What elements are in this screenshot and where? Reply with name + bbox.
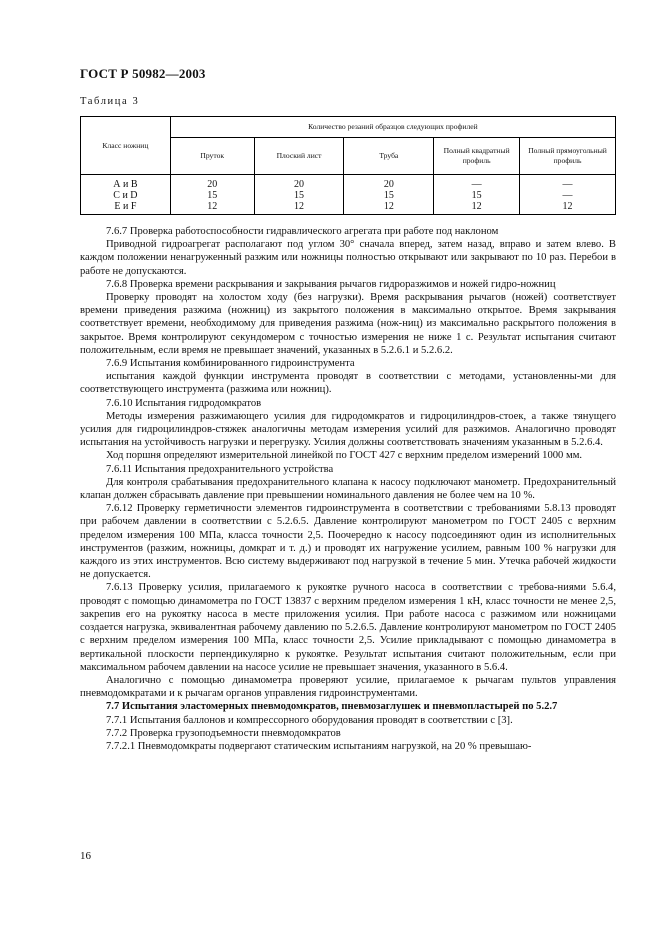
paragraph: испытания каждой функции инструмента проводят в соответствии с методами, установленны-ми для соответствующего инструмента (разжима или ножниц).	[80, 371, 616, 396]
body-text	[80, 225, 616, 753]
column-header: Труба	[344, 138, 434, 175]
section-heading: 7.6.11 Испытания предохранительного устройства	[106, 463, 334, 475]
table-cell: 12	[434, 201, 520, 215]
section-heading: 7.6.9 Испытания комбинированного гидроинструмента	[106, 358, 355, 370]
table-cell: 15	[170, 190, 254, 201]
column-header: Плоский лист	[254, 138, 344, 175]
class-cell: С и D	[81, 190, 171, 201]
table-cell: 15	[344, 190, 434, 201]
section-heading: 7.7.2 Проверка грузоподъемности пневмодомкратов	[106, 727, 341, 739]
table-cell: 12	[344, 201, 434, 215]
table-row	[81, 201, 616, 215]
class-column-header: Класс ножниц	[81, 117, 171, 175]
paragraph: Приводной гидроагрегат располагают под углом 30° сначала вперед, затем назад, вправо и затем влево. В каждом положении ненагруженный разжим или ножницы полностью открывают или закрывают по 10 раз. Перебои в работе не допускаются.	[80, 239, 616, 277]
profiles-group-header: Количество резаний образцов следующих профилей	[170, 117, 615, 138]
paragraph: 7.6.13 Проверку усилия, прилагаемого к рукоятке ручного насоса в соответствии с требова-ниями 5.6.4, проводят с помощью динамометра по ГОСТ 13837 с верхним пределом измерения 1 кН, класс точности не менее 2,5, закрепив его на рукоятку насоса в месте приложения усилия. При работе насоса с разжимом или ножницами создается нагрузка, эквивалентная рабочему давлению по 5.2.6.5. Давление контролируют манометром по ГОСТ 2405 с верхним пределом измерения 100 МПа, класс точности 2,5. Усилие прикладывают с помощью динамометра в вертикальной плоскости перпендикулярно к рукоятке. Результат испытания считают положительным, если при максимальном рабочем давлении на насосе усилие не превышает значения, указанного в 5.6.4.	[80, 582, 616, 673]
page-number: 16	[80, 850, 91, 862]
table-cell: 15	[254, 190, 344, 201]
table-cell: —	[520, 190, 616, 201]
paragraph: Аналогично с помощью динамометра проверяют усилие, прилагаемое к рычагам пультов управления пневмодомкратами и к рычагам органов управления гидроинструментами.	[80, 674, 616, 700]
paragraph: 7.7.1 Испытания баллонов и компрессорного оборудования проводят в соответствии с [3].	[106, 714, 513, 726]
table-cell: 12	[254, 201, 344, 215]
paragraph: Методы измерения разжимающего усилия для гидродомкратов и гидроцилиндров-стоек, а также тянущего усилия для гидроцилиндров-стяжек аналогичны методам измерения усилий для разжимов. Аналогично проводят испытания на устойчивость нагрузки и перегрузку. Усилия должны соответствовать значениям указанным в 5.2.6.4.	[80, 410, 616, 449]
table-cell: 20	[344, 175, 434, 191]
section-heading: 7.6.8 Проверка времени раскрывания и закрывания рычагов гидроразжимов и ножей гидро-ножниц	[106, 278, 556, 290]
table-cell: —	[520, 175, 616, 191]
paragraph: 7.7.2.1 Пневмодомкраты подвергают статическим испытаниям нагрузкой, на 20 % превышаю-	[106, 740, 532, 752]
section-heading-bold: 7.7 Испытания эластомерных пневмодомкратов, пневмозаглушек и пневмопластырей по 5.2.7	[106, 701, 558, 713]
paragraph: Для контроля срабатывания предохранительного клапана к насосу подключают манометр. Предохранительный клапан должен сбрасывать давление при превышении номинального давления не более чем на 10 %.	[80, 476, 616, 502]
table-cell: 20	[170, 175, 254, 191]
paragraph: Проверку проводят на холостом ходу (без нагрузки). Время раскрывания рычагов (ножей) соответствует времени приведения разжима (ножниц) из закрытого положения в максимально открытое. Время закрывания соответствует времени, необходимому для приведения разжима (нож-ниц) из максимально раскрытого положения в закрытое. Время контролируют секундомером с точностью измерения не ниже 1 с. Результат испытания считают положительным, если время не превышает значений, указанных в 5.2.6.1 и 5.2.6.2.	[80, 292, 616, 356]
table-cell: 12	[520, 201, 616, 215]
paragraph: Ход поршня определяют измерительной линейкой по ГОСТ 427 с верхним пределом измерений 1000 мм.	[106, 450, 583, 462]
section-heading: 7.6.7 Проверка работоспособности гидравлического агрегата при работе под наклоном	[106, 226, 499, 237]
column-header: Пруток	[170, 138, 254, 175]
class-cell: Е и F	[81, 201, 171, 215]
table-cell: 20	[254, 175, 344, 191]
table-cell: —	[434, 175, 520, 191]
section-heading: 7.6.10 Испытания гидродомкратов	[106, 397, 262, 409]
table-caption: Таблица 3	[80, 96, 140, 107]
column-header: Полный квадратный профиль	[434, 138, 520, 175]
table-row	[81, 190, 616, 201]
paragraph: 7.6.12 Проверку герметичности элементов гидроинструмента в соответствии с требованиями 5.8.13 проводят при рабочем давлении в соответствии с 5.2.6.5. Давление контролируют манометром по ГОСТ 2405 с верхним пределом измерения 100 МПа, класса точности 2,5. Поочередно к насосу подсоединяют один из исполнительных инструментов (разжим, ножницы, домкрат и т. д.) и проводят их нагружение усилием, равным 100 % нагрузки для каждого из этих инструментов. Всю систему выдерживают под нагрузкой в течение 5 мин. Утечка рабочей жидкости не допускается.	[80, 503, 616, 581]
table-cell: 12	[170, 201, 254, 215]
column-header: Полный прямоугольный профиль	[520, 138, 616, 175]
table-3	[80, 116, 616, 215]
class-cell: А и В	[81, 175, 171, 191]
table-row	[81, 175, 616, 191]
table-cell: 15	[434, 190, 520, 201]
page-header: ГОСТ Р 50982—2003	[80, 66, 206, 81]
